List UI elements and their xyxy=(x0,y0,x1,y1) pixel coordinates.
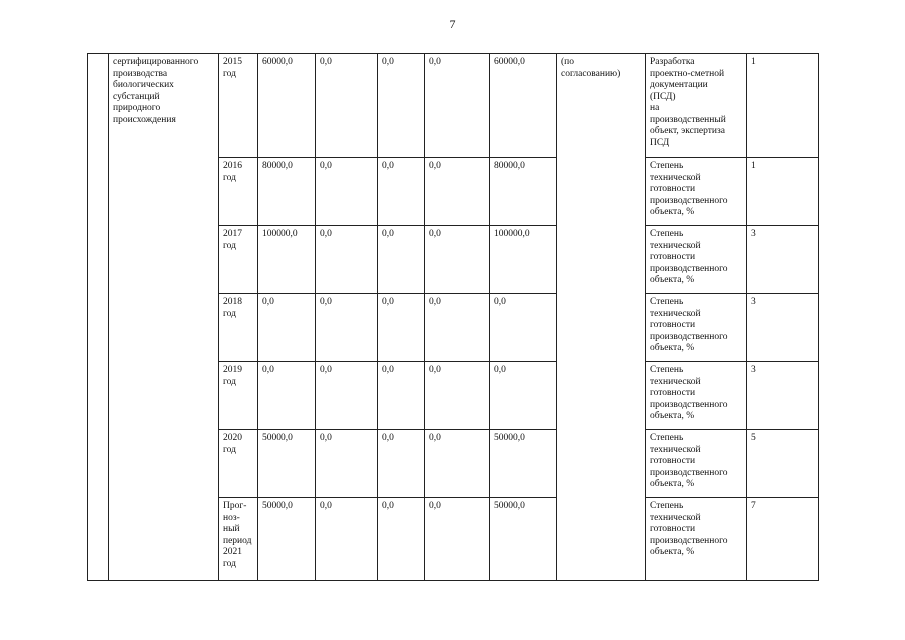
amount-total-cell: 60000,0 xyxy=(258,54,316,158)
amount-cell: 0,0 xyxy=(378,54,425,158)
year-cell: 2018 год xyxy=(219,294,258,362)
amount-cell: 0,0 xyxy=(316,430,378,498)
amount-cell: 0,0 xyxy=(425,158,490,226)
amount-cell: 0,0 xyxy=(316,362,378,430)
amount-cell: 0,0 xyxy=(378,362,425,430)
amount-cell: 0,0 xyxy=(378,498,425,581)
amount-total-cell: 0,0 xyxy=(258,362,316,430)
indicator-cell: Степень технической готовности производственного объекта, % xyxy=(646,430,747,498)
year-cell: 2020 год xyxy=(219,430,258,498)
indicator-value-cell: 1 xyxy=(747,54,819,158)
year-cell: 2019 год xyxy=(219,362,258,430)
row-number-cell xyxy=(88,54,109,581)
page-number: 7 xyxy=(449,17,456,31)
indicator-cell: Степень технической готовности производственного объекта, % xyxy=(646,294,747,362)
amount-cell: 0,0 xyxy=(316,54,378,158)
amount-cell: 0,0 xyxy=(490,362,557,430)
amount-cell: 50000,0 xyxy=(490,498,557,581)
amount-cell: 0,0 xyxy=(425,430,490,498)
amount-cell: 0,0 xyxy=(316,158,378,226)
indicator-cell: Разработка проектно-сметной документации (ПСД) на производственный объект, экспертиза ПСД xyxy=(646,54,747,158)
amount-cell: 0,0 xyxy=(316,226,378,294)
amount-total-cell: 50000,0 xyxy=(258,430,316,498)
indicator-value-cell: 5 xyxy=(747,430,819,498)
amount-total-cell: 100000,0 xyxy=(258,226,316,294)
indicator-cell: Степень технической готовности производственного объекта, % xyxy=(646,226,747,294)
indicator-value-cell: 3 xyxy=(747,226,819,294)
amount-cell: 50000,0 xyxy=(490,430,557,498)
year-cell: 2015 год xyxy=(219,54,258,158)
year-cell: 2016 год xyxy=(219,158,258,226)
amount-cell: 0,0 xyxy=(425,54,490,158)
amount-cell: 0,0 xyxy=(316,498,378,581)
source-cell: (по согласованию) xyxy=(557,54,646,581)
amount-cell: 0,0 xyxy=(378,294,425,362)
measure-name-cell: сертифицированного производства биологических субстанций природного происхождения xyxy=(109,54,219,581)
amount-cell: 80000,0 xyxy=(490,158,557,226)
amount-cell: 0,0 xyxy=(378,226,425,294)
amount-cell: 0,0 xyxy=(425,362,490,430)
amount-cell: 100000,0 xyxy=(490,226,557,294)
amount-total-cell: 0,0 xyxy=(258,294,316,362)
year-cell: 2017 год xyxy=(219,226,258,294)
indicator-cell: Степень технической готовности производственного объекта, % xyxy=(646,498,747,581)
indicator-cell: Степень технической готовности производственного объекта, % xyxy=(646,362,747,430)
indicator-value-cell: 3 xyxy=(747,362,819,430)
amount-cell: 60000,0 xyxy=(490,54,557,158)
amount-cell: 0,0 xyxy=(425,294,490,362)
amount-cell: 0,0 xyxy=(490,294,557,362)
amount-cell: 0,0 xyxy=(378,430,425,498)
indicator-cell: Степень технической готовности производственного объекта, % xyxy=(646,158,747,226)
amount-cell: 0,0 xyxy=(425,498,490,581)
indicator-value-cell: 7 xyxy=(747,498,819,581)
indicator-value-cell: 3 xyxy=(747,294,819,362)
indicator-value-cell: 1 xyxy=(747,158,819,226)
amount-cell: 0,0 xyxy=(316,294,378,362)
program-funding-table xyxy=(87,53,819,581)
amount-cell: 0,0 xyxy=(425,226,490,294)
amount-total-cell: 50000,0 xyxy=(258,498,316,581)
table-row xyxy=(88,54,819,158)
amount-cell: 0,0 xyxy=(378,158,425,226)
year-cell: Прог- ноз- ный период 2021 год xyxy=(219,498,258,581)
amount-total-cell: 80000,0 xyxy=(258,158,316,226)
